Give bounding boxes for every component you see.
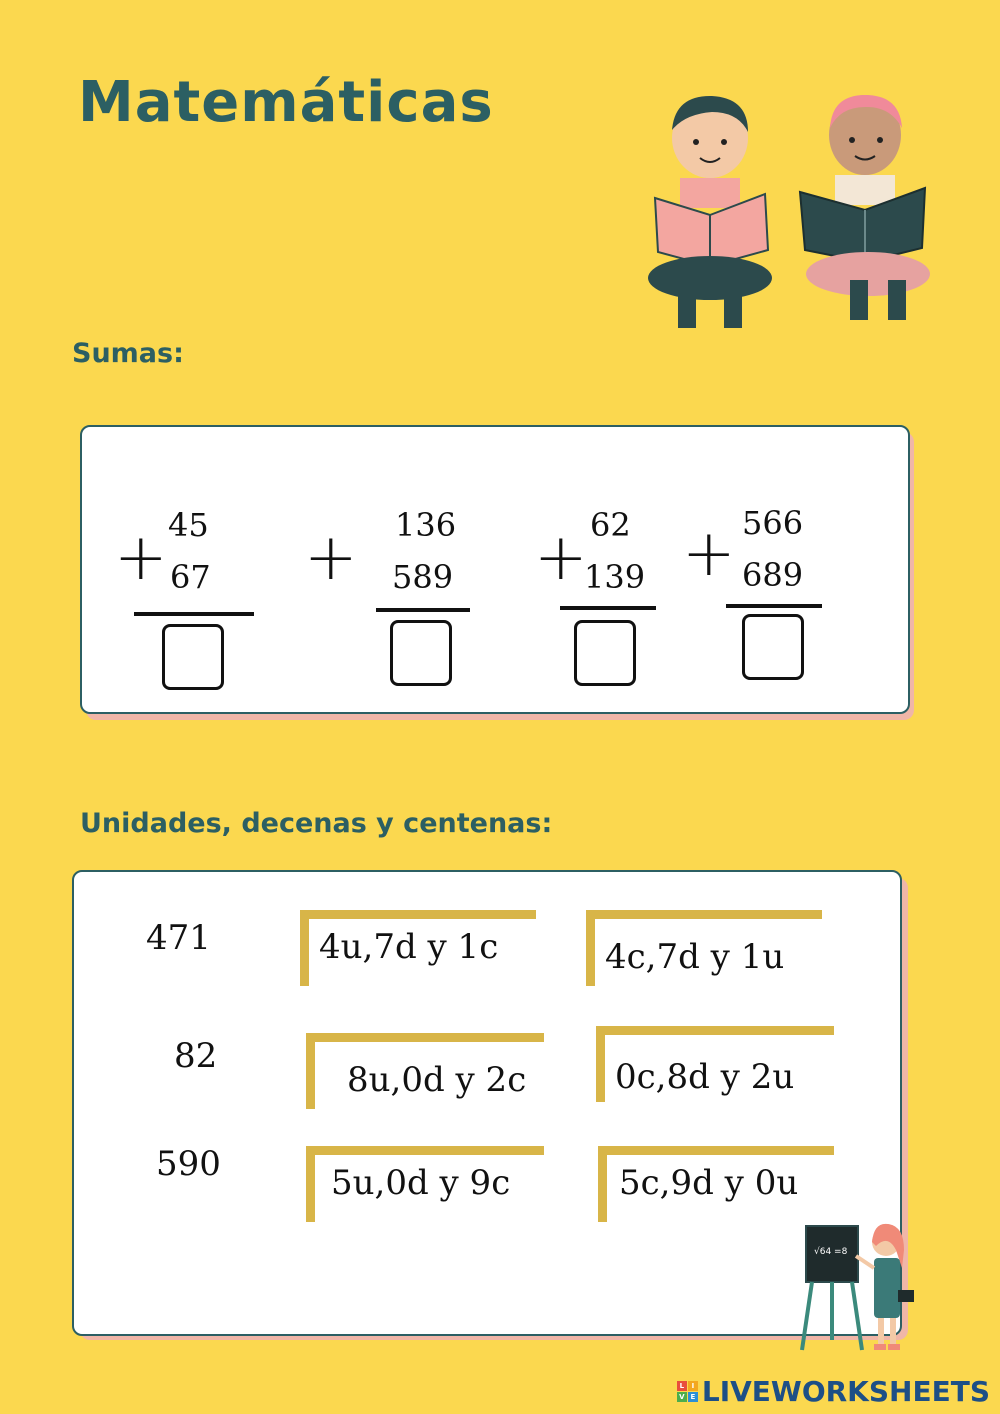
page-title: Matemáticas <box>78 70 494 135</box>
sum-2-answer-box[interactable] <box>390 620 452 686</box>
sum-3-answer-box[interactable] <box>574 620 636 686</box>
option-5c-9d-0u[interactable]: 5c,9d y 0u <box>598 1146 834 1222</box>
plus-sign: + <box>114 521 168 595</box>
option-0c-8d-2u[interactable]: 0c,8d y 2u <box>596 1026 834 1102</box>
sum-3-bottom: 139 <box>584 558 646 596</box>
option-4c-7d-1u[interactable]: 4c,7d y 1u <box>586 910 822 986</box>
sum-2-bottom: 589 <box>392 558 454 596</box>
sum-4-top: 566 <box>742 504 804 542</box>
sum-2-line <box>376 608 470 612</box>
sum-1-top: 45 <box>168 506 209 544</box>
sum-4-bottom: 689 <box>742 556 804 594</box>
liveworksheets-logo-icon: L I V E <box>677 1381 698 1402</box>
sum-2-top: 136 <box>395 506 457 544</box>
option-8u-0d-2c[interactable]: 8u,0d y 2c <box>306 1033 544 1109</box>
liveworksheets-brand: LIVEWORKSHEETS <box>701 1375 990 1408</box>
sum-4-answer-box[interactable] <box>742 614 804 680</box>
liveworksheets-footer[interactable] <box>677 1375 990 1408</box>
sum-3-top: 62 <box>590 506 631 544</box>
option-5u-0d-9c[interactable]: 5u,0d y 9c <box>306 1146 544 1222</box>
plus-sign: + <box>304 521 358 595</box>
place-value-number-1: 471 <box>146 918 211 958</box>
place-value-number-3: 590 <box>156 1144 221 1184</box>
sum-4-line <box>726 604 822 608</box>
place-value-section-label: Unidades, decenas y centenas: <box>80 808 553 839</box>
option-4u-7d-1c[interactable]: 4u,7d y 1c <box>300 910 536 986</box>
sums-section-label: Sumas: <box>72 338 184 369</box>
sum-3-line <box>560 606 656 610</box>
chalkboard-text: √64 =8 <box>814 1247 848 1257</box>
sum-1-bottom: 67 <box>170 558 211 596</box>
kids-reading-illustration <box>640 90 950 335</box>
place-value-number-2: 82 <box>174 1036 218 1076</box>
teacher-chalkboard-illustration <box>798 1220 928 1355</box>
plus-sign: + <box>534 521 588 595</box>
plus-sign: + <box>682 517 736 591</box>
sum-1-answer-box[interactable] <box>162 624 224 690</box>
sum-1-line <box>134 612 254 616</box>
